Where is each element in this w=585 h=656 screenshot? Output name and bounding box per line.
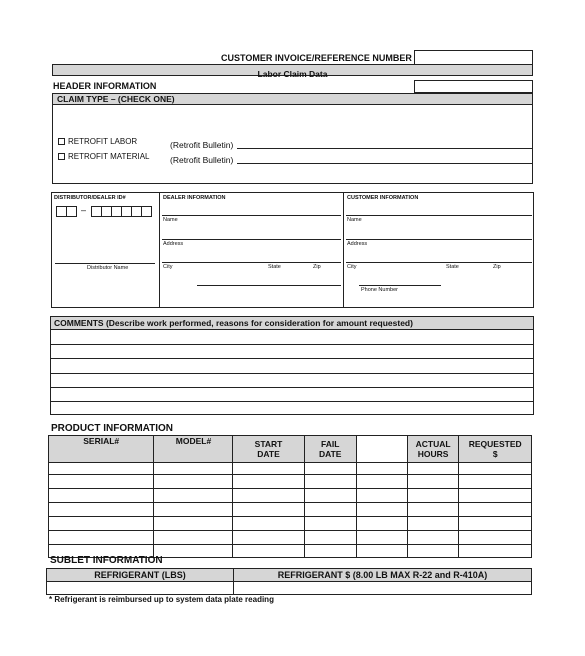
comments-bar — [50, 316, 534, 330]
blank-header — [356, 436, 407, 463]
distributor-name-line[interactable] — [55, 263, 155, 264]
model-cell[interactable] — [154, 489, 233, 503]
fail-date-cell[interactable] — [304, 489, 356, 503]
start-date-header-line1: START — [254, 439, 283, 449]
requested-cell[interactable] — [459, 503, 532, 517]
sublet-row — [47, 582, 532, 595]
model-cell[interactable] — [154, 463, 233, 475]
distributor-id-label: DISTRIBUTOR/DEALER ID# — [54, 195, 126, 201]
customer-address-label: Address — [347, 241, 368, 247]
retrofit-material-checkbox[interactable] — [58, 153, 65, 160]
retrofit-labor-label: RETROFIT LABOR — [68, 137, 138, 146]
requested-cell[interactable] — [459, 463, 532, 475]
serial-cell[interactable] — [49, 475, 154, 489]
distributor-id-box-8[interactable] — [141, 206, 152, 217]
model-header-line1: MODEL# — [175, 436, 212, 446]
dealer-info-title: DEALER INFORMATION — [163, 195, 226, 201]
actual-hours-header-line1: ACTUAL — [415, 439, 451, 449]
refrigerant-footnote: * Refrigerant is reimbursed up to system data plate reading — [49, 595, 274, 604]
blank-cell[interactable] — [356, 531, 407, 545]
fail-date-cell[interactable] — [304, 517, 356, 531]
start-date-cell[interactable] — [233, 503, 304, 517]
actual-hours-header-line2: HOURS — [417, 449, 449, 459]
claim-type-bar — [52, 93, 533, 105]
product-row — [49, 463, 532, 475]
requested-header-line2: $ — [492, 449, 498, 459]
customer-info-title: CUSTOMER INFORMATION — [347, 195, 419, 201]
distributor-name-label: Distributor Name — [87, 265, 129, 271]
actual-hours-cell[interactable] — [407, 531, 459, 545]
fail-date-cell[interactable] — [304, 463, 356, 475]
product-information-title: PRODUCT INFORMATION — [51, 423, 174, 434]
header-information-label: HEADER INFORMATION — [53, 81, 157, 91]
product-row — [49, 503, 532, 517]
customer-city-label: City — [347, 264, 357, 270]
actual-hours-cell[interactable] — [407, 545, 459, 558]
dealer-name-line[interactable] — [162, 215, 341, 216]
distributor-id-dash: – — [81, 205, 87, 215]
claim-type-title: CLAIM TYPE – (CHECK ONE) — [57, 94, 175, 104]
header-info-field[interactable] — [414, 80, 533, 93]
sublet-header-row — [47, 569, 532, 582]
start-date-header — [233, 436, 304, 463]
model-cell[interactable] — [154, 503, 233, 517]
serial-cell[interactable] — [49, 517, 154, 531]
retrofit-material-bulletin-line[interactable] — [237, 163, 533, 164]
retrofit-bulletin-label-1: (Retrofit Bulletin) — [170, 140, 234, 150]
dealer-extra-line[interactable] — [197, 285, 341, 286]
labor-claim-bar — [52, 64, 533, 79]
blank-cell[interactable] — [356, 503, 407, 517]
blank-cell[interactable] — [356, 545, 407, 558]
requested-cell[interactable] — [459, 517, 532, 531]
start-date-cell[interactable] — [233, 517, 304, 531]
actual-hours-cell[interactable] — [407, 475, 459, 489]
requested-header-line1: REQUESTED — [468, 439, 522, 449]
invoice-number-label: CUSTOMER INVOICE/REFERENCE NUMBER — [221, 53, 412, 63]
actual-hours-cell[interactable] — [407, 517, 459, 531]
actual-hours-cell[interactable] — [407, 463, 459, 475]
customer-phone-line[interactable] — [359, 285, 441, 286]
product-header-row — [49, 436, 532, 463]
model-cell[interactable] — [154, 475, 233, 489]
customer-zip-label: Zip — [493, 264, 501, 270]
retrofit-labor-bulletin-line[interactable] — [237, 148, 533, 149]
refrigerant-cost-cell[interactable] — [234, 582, 532, 595]
fail-date-header-line2: DATE — [318, 449, 342, 459]
product-row — [49, 531, 532, 545]
customer-divider — [343, 192, 344, 308]
model-header — [154, 436, 233, 463]
dealer-name-label: Name — [163, 217, 178, 223]
start-date-cell[interactable] — [233, 489, 304, 503]
customer-city-line[interactable] — [346, 262, 532, 263]
serial-header — [49, 436, 154, 463]
customer-state-label: State — [446, 264, 459, 270]
dealer-address-line[interactable] — [162, 239, 341, 240]
fail-date-cell[interactable] — [304, 503, 356, 517]
serial-cell[interactable] — [49, 503, 154, 517]
actual-hours-cell[interactable] — [407, 489, 459, 503]
comments-label: COMMENTS (Describe work performed, reasons for consideration for amount requested) — [54, 318, 413, 328]
blank-cell[interactable] — [356, 475, 407, 489]
serial-cell[interactable] — [49, 531, 154, 545]
requested-cell[interactable] — [459, 545, 532, 558]
refrigerant-cost-label: REFRIGERANT $ (8.00 LB MAX R-22 and R-410A) — [277, 570, 488, 580]
blank-cell[interactable] — [356, 463, 407, 475]
dealer-address-label: Address — [163, 241, 184, 247]
labor-claim-title: Labor Claim Data — [257, 69, 328, 79]
product-row — [49, 517, 532, 531]
fail-date-cell[interactable] — [304, 475, 356, 489]
serial-header-line1: SERIAL# — [83, 436, 120, 446]
product-row — [49, 475, 532, 489]
dealer-state-label: State — [268, 264, 281, 270]
dealer-city-label: City — [163, 264, 173, 270]
requested-cell[interactable] — [459, 531, 532, 545]
comment-line-2[interactable] — [50, 358, 534, 359]
comment-line-1[interactable] — [50, 344, 534, 345]
refrigerant-lbs-cell[interactable] — [47, 582, 234, 595]
requested-cell[interactable] — [459, 489, 532, 503]
customer-name-line[interactable] — [346, 215, 532, 216]
blank-cell[interactable] — [356, 489, 407, 503]
start-date-header-line2: DATE — [257, 449, 280, 459]
dealer-city-line[interactable] — [162, 262, 341, 263]
requested-header — [459, 436, 532, 463]
retrofit-bulletin-label-2: (Retrofit Bulletin) — [170, 155, 234, 165]
refrigerant-lbs-header — [47, 569, 234, 582]
distributor-id-box-2[interactable] — [66, 206, 77, 217]
fail-date-header-line1: FAIL — [320, 439, 340, 449]
customer-address-line[interactable] — [346, 239, 532, 240]
retrofit-labor-checkbox[interactable] — [58, 138, 65, 145]
product-row — [49, 489, 532, 503]
comment-line-5[interactable] — [50, 401, 534, 402]
model-cell[interactable] — [154, 517, 233, 531]
start-date-cell[interactable] — [233, 531, 304, 545]
refrigerant-cost-header — [234, 569, 532, 582]
fail-date-header — [304, 436, 356, 463]
fail-date-cell[interactable] — [304, 531, 356, 545]
refrigerant-lbs-label: REFRIGERANT (LBS) — [94, 570, 186, 580]
customer-name-label: Name — [347, 217, 362, 223]
start-date-cell[interactable] — [233, 545, 304, 558]
model-cell[interactable] — [154, 531, 233, 545]
start-date-cell[interactable] — [233, 475, 304, 489]
serial-cell[interactable] — [49, 489, 154, 503]
retrofit-material-label: RETROFIT MATERIAL — [68, 152, 150, 161]
serial-cell[interactable] — [49, 463, 154, 475]
start-date-cell[interactable] — [233, 463, 304, 475]
dealer-divider — [159, 192, 160, 308]
dealer-zip-label: Zip — [313, 264, 321, 270]
customer-phone-label: Phone Number — [361, 287, 398, 293]
comment-line-3[interactable] — [50, 373, 534, 374]
model-cell[interactable] — [154, 545, 233, 558]
sublet-information-title: SUBLET INFORMATION — [50, 555, 163, 566]
actual-hours-cell[interactable] — [407, 503, 459, 517]
comment-line-4[interactable] — [50, 387, 534, 388]
actual-hours-header — [407, 436, 459, 463]
blank-cell[interactable] — [356, 517, 407, 531]
product-table — [48, 435, 532, 558]
requested-cell[interactable] — [459, 475, 532, 489]
fail-date-cell[interactable] — [304, 545, 356, 558]
sublet-table — [46, 568, 532, 595]
